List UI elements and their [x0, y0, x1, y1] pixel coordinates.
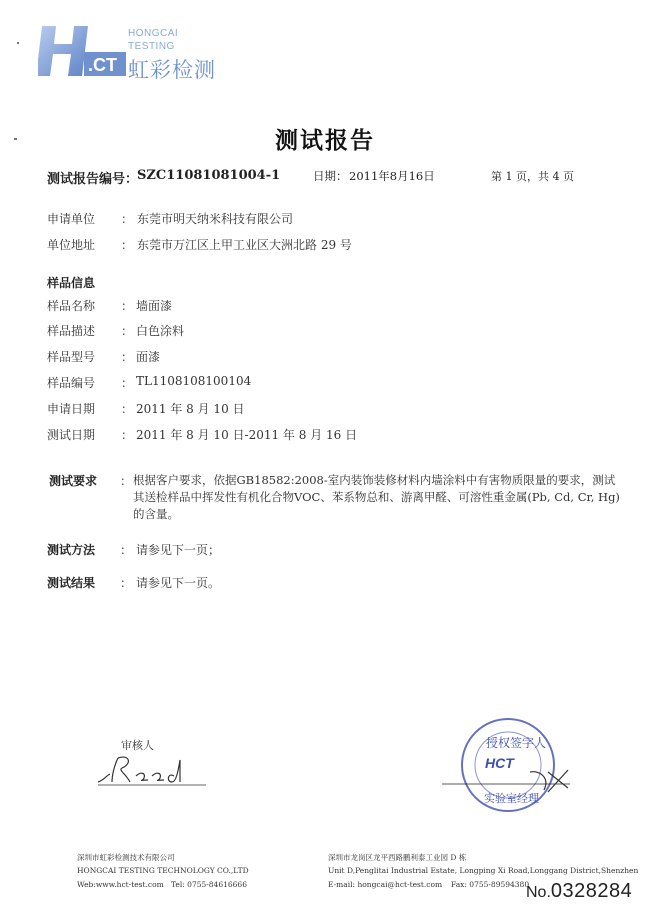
field-colon: ：	[121, 324, 134, 338]
report-number-label: 测试报告编号：	[47, 172, 139, 187]
report-number-value: SZC11081081004-1	[137, 168, 281, 183]
page-title: 测试报告	[275, 127, 375, 154]
footer-company-en: HONGCAI TESTING TECHNOLOGY CO.,LTD	[77, 866, 249, 875]
sample-model: 面漆	[136, 350, 161, 364]
result-label: 测试结果	[47, 576, 96, 590]
sample-number: TL1108108100104	[136, 374, 252, 388]
field-label: 申请单位	[47, 212, 96, 226]
serial-prefix: No.	[526, 884, 551, 901]
field-label: 测试日期	[47, 428, 96, 442]
footer-fax: Fax: 0755-89594380	[451, 880, 530, 889]
result-value: 请参见下一页。	[136, 576, 221, 590]
field-colon: ：	[121, 428, 134, 442]
stamp-center-text: HCT	[485, 755, 514, 771]
requirements-line: 的含量。	[133, 507, 179, 521]
requirements-line: 根据客户要求，依据GB18582:2008-室内装饰装修材料内墙涂料中有害物质限量的要求，测试	[133, 473, 616, 487]
company-logo	[38, 22, 128, 80]
serial-digits: 0328284	[550, 880, 633, 902]
scan-speck	[17, 42, 19, 44]
applicant-address: 东莞市万江区上甲工业区大洲北路 29 号	[137, 238, 352, 252]
requirements-label: 测试要求	[49, 474, 98, 488]
field-colon: ：	[121, 238, 134, 252]
footer-email: E-mail: hongcai@hct-test.com	[328, 880, 443, 889]
field-label: 样品名称	[47, 299, 96, 313]
logo-chinese-name: 虹彩检测	[128, 59, 216, 82]
stamp-bottom-text: 实验室经理	[484, 792, 539, 805]
field-label: 申请日期	[47, 402, 96, 416]
applicant-name: 东莞市明天纳米科技有限公司	[137, 212, 294, 226]
sample-name: 墙面漆	[136, 299, 173, 313]
footer-tel: Tel: 0755-84616666	[171, 880, 247, 889]
field-label: 样品描述	[47, 324, 96, 338]
page-indicator: 第 1 页，共 4 页	[491, 170, 574, 183]
method-value: 请参见下一页；	[136, 543, 221, 557]
report-date-label: 日期：	[313, 169, 348, 183]
test-date: 2011 年 8 月 10 日-2011 年 8 月 16 日	[136, 428, 358, 442]
field-colon: ：	[121, 350, 134, 364]
footer-website: Web:www.hct-test.com	[77, 880, 164, 889]
field-colon: ：	[121, 299, 134, 313]
svg-text:.CT: .CT	[88, 55, 117, 75]
reviewer-signature	[96, 752, 211, 788]
logo-english-line-2: TESTING	[128, 41, 175, 52]
field-colon: ：	[121, 402, 134, 416]
footer-address-en: Unit D,Penglitai Industrial Estate, Longping Xi Road,Longgang District,Shenzhen	[328, 866, 639, 875]
field-colon: ：	[120, 474, 133, 488]
reviewer-label: 审核人	[121, 739, 154, 752]
application-date: 2011 年 8 月 10 日	[136, 402, 245, 416]
field-colon: ：	[120, 543, 133, 557]
requirements-line: 其送检样品中挥发性有机化合物VOC、苯系物总和、游离甲醛、可溶性重金属(Pb, Cd, Cr, Hg)	[133, 490, 620, 504]
field-label: 样品型号	[47, 350, 96, 364]
sample-section-title: 样品信息	[47, 276, 96, 290]
method-label: 测试方法	[47, 543, 96, 557]
sample-description: 白色涂料	[136, 324, 185, 338]
field-colon: ：	[121, 376, 134, 390]
report-date-value: 2011年8月16日	[349, 169, 435, 183]
field-colon: ：	[120, 576, 133, 590]
field-label: 单位地址	[47, 238, 96, 252]
footer-address-cn: 深圳市龙岗区龙平西路鹏利泰工业园 D 栋	[328, 853, 467, 862]
field-label: 样品编号	[47, 376, 96, 390]
serial-number	[526, 880, 632, 903]
footer-company-cn: 深圳市虹彩检测技术有限公司	[77, 853, 175, 862]
logo-english-line-1: HONGCAI	[128, 28, 179, 39]
signer-label: 授权签字人	[486, 736, 547, 750]
field-colon: ：	[121, 212, 134, 226]
